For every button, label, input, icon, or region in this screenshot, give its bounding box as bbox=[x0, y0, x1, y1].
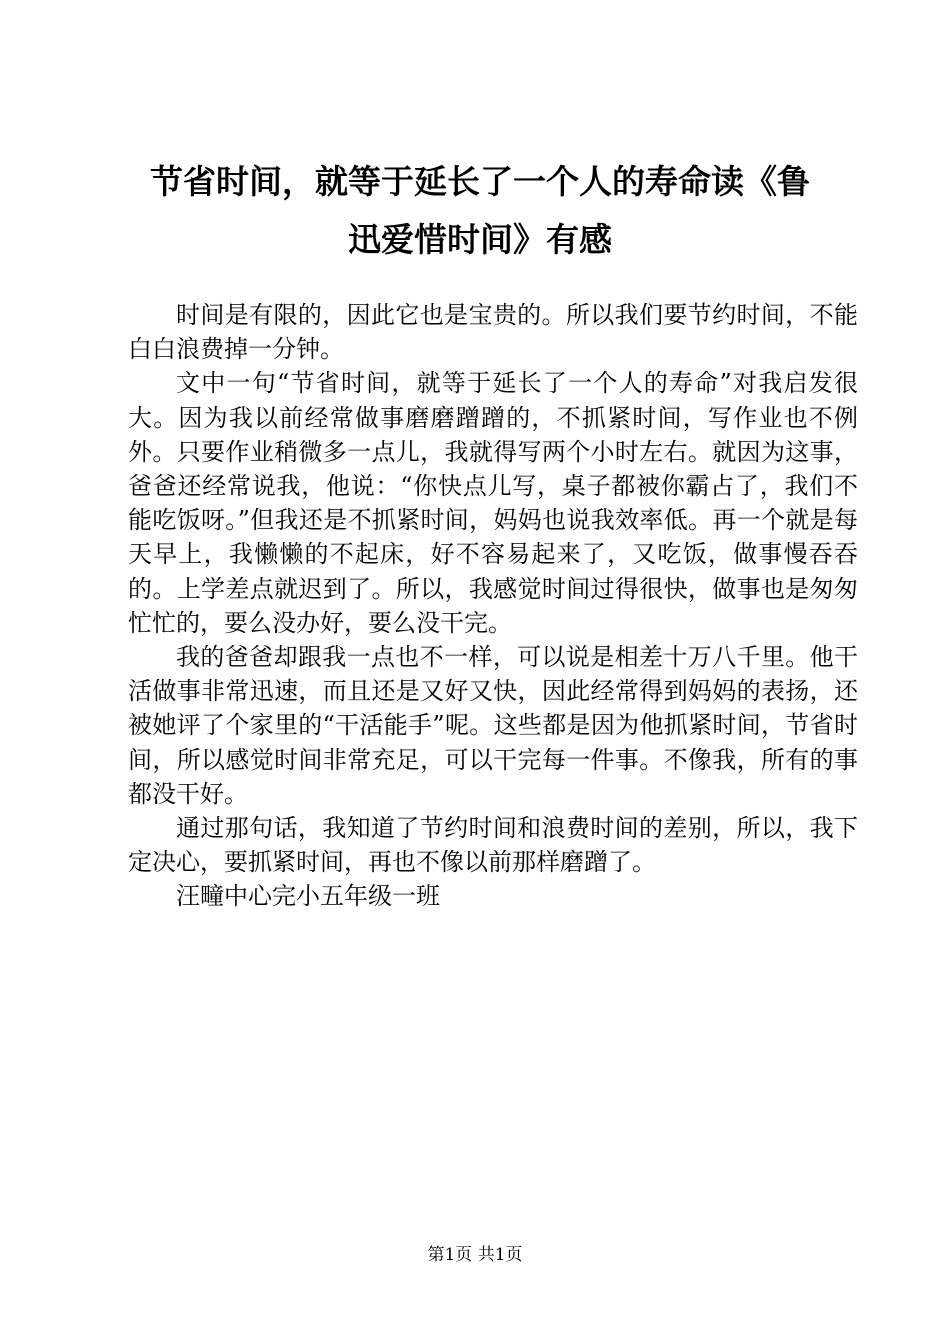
document-body bbox=[128, 298, 858, 914]
paragraph-father: 我的爸爸却跟我一点也不一样，可以说是相差十万八千里。他干活做事非常迅速，而且还是又好又快，因此经常得到妈妈的表扬，还被她评了个家里的“干活能手”呢。这些都是因为他抓紧时间，节省时间，所以感觉时间非常充足，可以干完每一件事。不像我，所有的事都没干好。 bbox=[128, 643, 858, 808]
document-title-line-1: 节省时间，就等于延长了一个人的寿命读《鲁 bbox=[150, 162, 810, 201]
document-title-line-2: 迅爱惜时间》有感 bbox=[348, 220, 612, 259]
paragraph-conclusion: 通过那句话，我知道了节约时间和浪费时间的差别，所以，我下定决心，要抓紧时间，再也不像以前那样磨蹭了。 bbox=[128, 814, 858, 877]
paragraph-intro: 时间是有限的，因此它也是宝贵的。所以我们要节约时间，不能白白浪费掉一分钟。 bbox=[128, 301, 858, 364]
paragraph-self-reflection: 文中一句“节省时间，就等于延长了一个人的寿命”对我启发很大。因为我以前经常做事磨磨蹭蹭的，不抓紧时间，写作业也不例外。只要作业稍微多一点儿，我就得写两个小时左右。就因为这事，爸爸还经常说我，他说：“你快点儿写，桌子都被你霸占了，我们不能吃饭呀。”但我还是不抓紧时间，妈妈也说我效率低。再一个就是每天早上，我懒懒的不起床，好不容易起来了，又吃饭，做事慢吞吞的。上学差点就迟到了。所以，我感觉时间过得很快，做事也是匆匆忙忙的，要么没办好，要么没干完。 bbox=[128, 369, 858, 637]
page-number-footer: 第1页 共1页 bbox=[427, 1245, 523, 1265]
author-signature: 汪疃中心完小五年级一班 bbox=[176, 882, 440, 911]
